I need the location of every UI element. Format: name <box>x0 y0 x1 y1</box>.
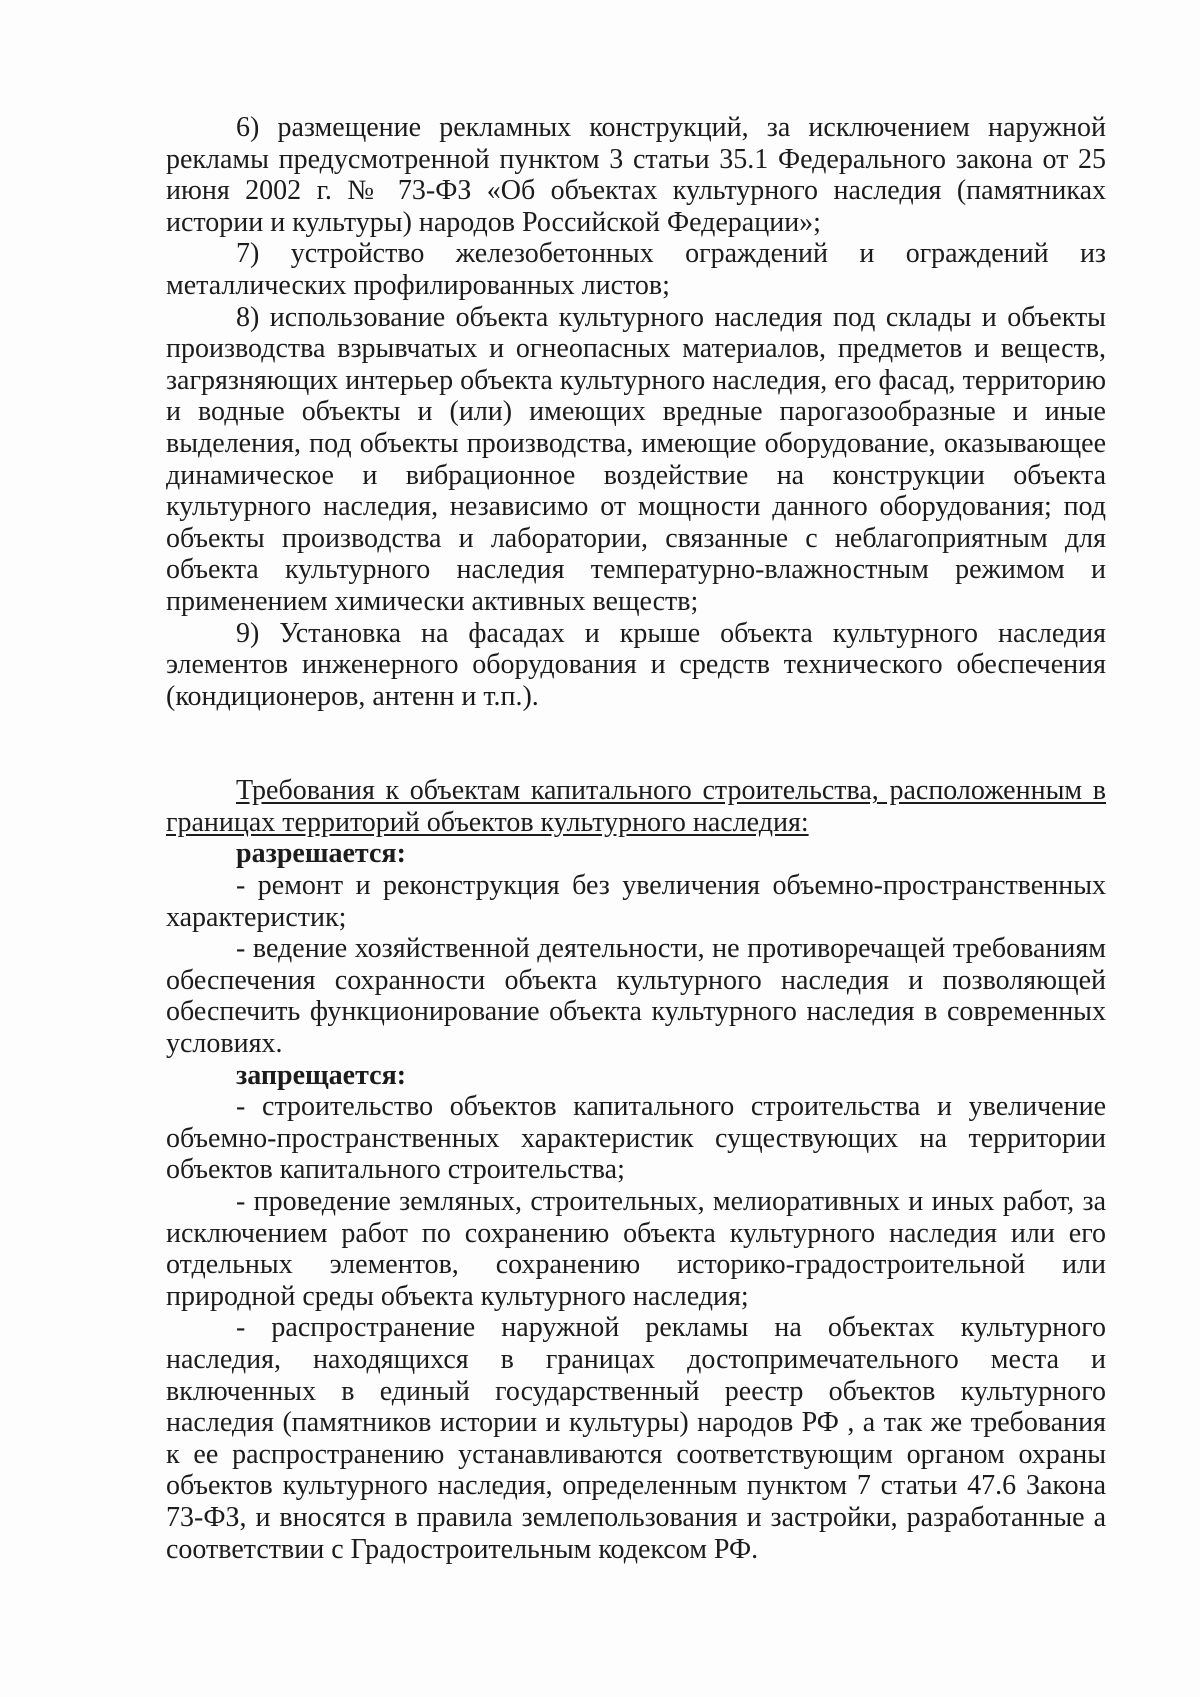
list-item-7: 7) устройство железобетонных ограждений и ограждений из металлических профилированных листов; <box>166 238 1106 301</box>
prohibited-label: запрещается: <box>236 1059 407 1091</box>
prohibited-item-construction: - строительство объектов капитального строительства и увеличение объемно-пространственных характеристик существующих на территории объектов капитального строительства; <box>166 1091 1106 1186</box>
permitted-label: разрешается: <box>236 838 406 870</box>
permitted-item-repair: - ремонт и реконструкция без увеличения объемно-пространственных характеристик; <box>166 870 1106 933</box>
list-item-8: 8) использование объекта культурного наследия под склады и объекты производства взрывчатых и огнеопасных материалов, предметов и веществ, загрязняющих интерьер объекта культурного наследия, его фасад, территорию и водные объекты и (или) имеющих вредные парогазообразные и иные выделения, под объекты производства, имеющие оборудование, оказывающее динамическое и вибрационное воздействие на конструкции объекта культурного наследия, независимо от мощности данного оборудования; под объекты производства и лаборатории, связанные с неблагоприятным для объекта культурного наследия температурно-влажностным режимом и применением химически активных веществ; <box>166 301 1106 617</box>
document-body <box>166 112 1106 1565</box>
list-item-9: 9) Установка на фасадах и крыше объекта культурного наследия элементов инженерного оборудования и средств технического обеспечения (кондиционеров, антенн и т.п.). <box>166 617 1106 712</box>
prohibited-item-earthworks: - проведение земляных, строительных, мелиоративных и иных работ, за исключением работ по сохранению объекта культурного наследия или его отдельных элементов, сохранению историко-градостроительной или природной среды объекта культурного наследия; <box>166 1186 1106 1312</box>
permitted-item-economic-activity: - ведение хозяйственной деятельности, не противоречащей требованиям обеспечения сохранности объекта культурного наследия и позволяющей обеспечить функционирование объекта культурного наследия в современных условиях. <box>166 933 1106 1060</box>
section-spacer <box>166 712 1106 775</box>
list-item-6: 6) размещение рекламных конструкций, за исключением наружной рекламы предусмотренной пунктом 3 статьи 35.1 Федерального закона от 25 июня 2002 г. № 73-ФЗ «Об объектах культурного наследия (памятниках истории и культуры) народов Российской Федерации»; <box>166 112 1106 238</box>
prohibited-item-advertising: - распространение наружной рекламы на объектах культурного наследия, находящихся в границах достопримечательного места и включенных в единый государственный реестр объектов культурного наследия (памятников истории и культуры) народов РФ , а так же требования к ее распространению устанавливаются соответствующим органом охраны объектов культурного наследия, определенным пунктом 7 статьи 47.6 Закона 73-ФЗ, и вносятся в правила землепользования и застройки, разработанные а соответствии с Градостроительным кодексом РФ. <box>166 1312 1106 1565</box>
requirements-heading: Требования к объектам капитального строительства, расположенным в границах территорий объектов культурного наследия: <box>166 775 1106 838</box>
